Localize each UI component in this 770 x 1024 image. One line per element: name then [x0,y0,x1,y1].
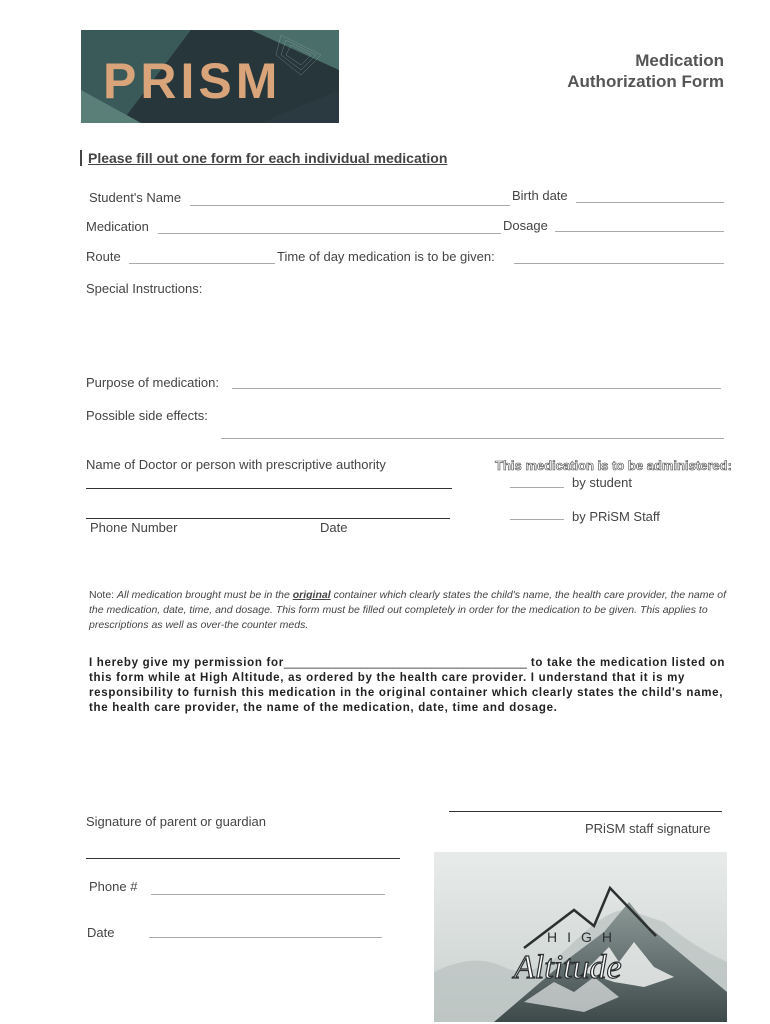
route-label: Route [86,249,121,264]
logo-text: PRISM [103,53,282,109]
staff-signature-field[interactable] [449,811,722,812]
birth-date-label: Birth date [512,188,568,203]
phone-field[interactable] [151,894,385,895]
dosage-label: Dosage [503,218,548,233]
route-field[interactable] [129,263,275,264]
high-altitude-logo [434,852,727,1022]
permission-child-blank[interactable]: ______________________________________ [283,657,527,669]
purpose-label: Purpose of medication: [86,375,219,390]
time-of-day-field[interactable] [514,263,724,264]
form-title-line1: Medication [635,51,724,70]
phone-number-label: Phone Number [90,520,178,535]
note-paragraph [89,588,729,633]
phone-date-field[interactable] [86,518,450,519]
signature-date-label: Date [87,925,115,940]
doctor-label: Name of Doctor or person with prescriptive authority [86,457,386,472]
prism-logo [81,30,339,123]
student-name-field[interactable] [190,205,510,206]
note-prefix: Note: [89,589,115,601]
altitude-text: Altitude [514,949,622,986]
permission-part1: I hereby give my permission for [89,657,284,669]
by-staff-label: by PRiSM Staff [572,509,660,524]
high-text: HIGH [547,929,622,945]
student-name-label: Student's Name [89,190,182,205]
date-label: Date [320,520,348,535]
side-effects-field[interactable] [221,438,724,439]
time-of-day-label: Time of day medication is to be given: [277,249,495,264]
permission-paragraph [89,656,729,716]
note-part1: All medication brought must be in the [117,589,290,601]
medication-field[interactable] [158,233,501,234]
by-student-label: by student [572,475,632,490]
note-emphasis: original [292,589,331,601]
permission-part2: to take the medication listed on this form while at High Altitude, as ordered by the health care provider. I understand that it is my responsibility to furnish this medication in the original container which clearly states the child's name, the health care provider, the name of the medication, date, time and dosage. [89,657,726,714]
side-effects-label: Possible side effects: [86,408,208,423]
administration-title: This medication is to be administered: [495,458,732,473]
medication-label: Medication [86,219,149,234]
purpose-field[interactable] [232,388,721,389]
by-staff-blank[interactable] [510,519,564,520]
form-title-line2: Authorization Form [567,72,724,91]
special-instructions-label: Special Instructions: [86,281,203,296]
parent-signature-label: Signature of parent or guardian [86,814,266,829]
staff-signature-label: PRiSM staff signature [585,821,711,836]
phone-label: Phone # [89,879,138,894]
dosage-field[interactable] [555,231,724,232]
signature-date-field[interactable] [149,937,382,938]
doctor-field[interactable] [86,488,452,489]
special-instructions-area[interactable] [86,300,724,366]
birth-date-field[interactable] [576,202,724,203]
form-title [567,50,724,92]
parent-signature-field[interactable] [86,858,400,859]
note-part2: container which clearly states the child's name, the health care provider, the name of the medication, date, time, and dosage. This form must be filled out completely in order for the medication to be given. This applies to prescriptions as well as over-the counter meds. [89,589,727,631]
by-student-blank[interactable] [510,487,564,488]
instruction-text: Please fill out one form for each individual medication [80,150,447,166]
